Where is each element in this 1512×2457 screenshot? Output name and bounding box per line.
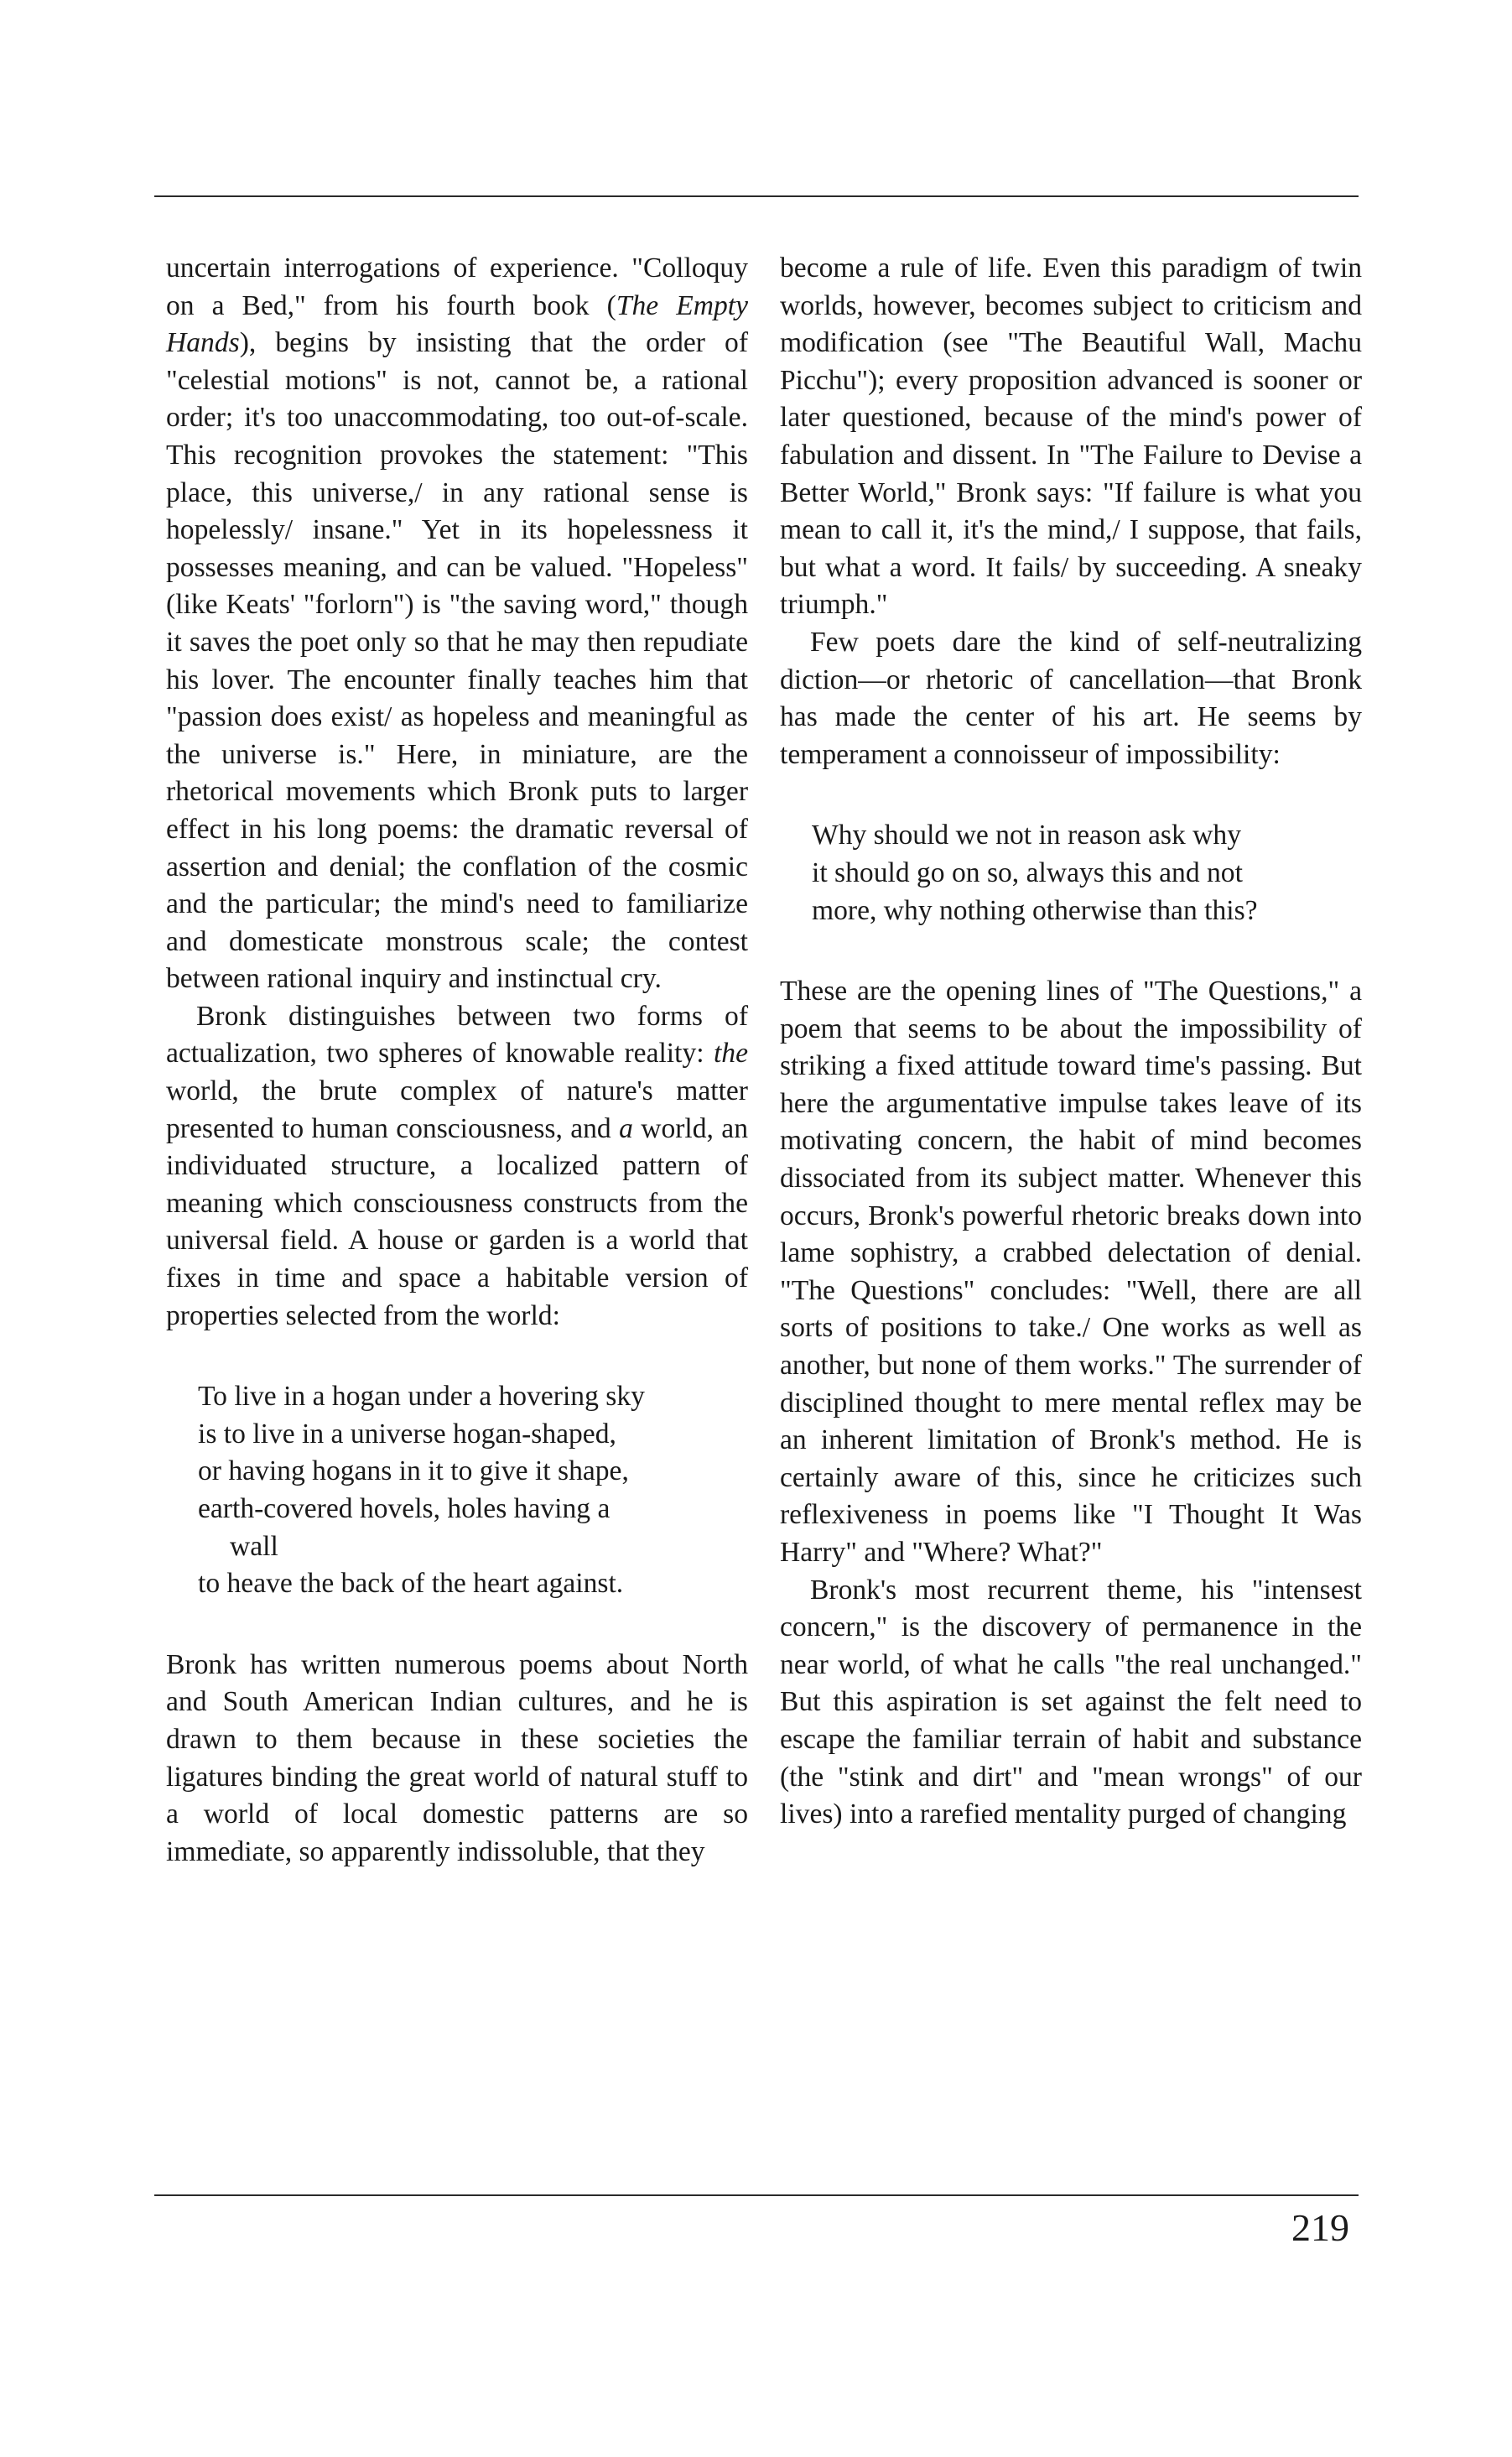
- left-paragraph-1: uncertain interrogations of experience. "Colloquy on a Bed," from his fourth book (The Empty Hands), begins by insisting that the order of "celestial motions" is not, cannot be, a rational order; it's too unaccommodating, too out-of-scale. This recognition provokes the statement: "This place, this universe,/ in any rational sense is hopelessly/ insane." Yet in its hopelessness it possesses meaning, and can be valued. "Hopeless" (like Keats' "forlorn") is "the saving word," though it saves the poet only so that he may then repudiate his lover. The encounter finally teaches him that "passion does exist/ as hopeless and meaningful as the universe is." Here, in miniature, are the rhetorical movements which Bronk puts to larger effect in his long poems: the dramatic reversal of assertion and denial; the conflation of the cosmic and the particular; the mind's need to familiarize and domesticate monstrous scale; the contest between rational inquiry and instinctual cry.: [166, 252, 749, 995]
- left-paragraph-3: Bronk has written numerous poems about North and South American Indian cultures, and he is drawn to them because in these societies the ligatures binding the great world of natural stuff to a world of local domestic patterns are so immediate, so apparently indissoluble, that they: [166, 1648, 748, 1867]
- left-paragraph-2: Bronk distinguishes between two forms of actualization, two spheres of knowable reality: the world, the brute complex of nature's matter presented to human consciousness, and a world, an individuated structure, a localized pattern of meaning which consciousness constructs from the universal field. A house or garden is a world that fixes in time and space a habitable version of properties selected from the world:: [166, 1000, 748, 1331]
- verse-line: To live in a hogan under a hovering sky: [198, 1381, 645, 1413]
- verse-line: it should go on so, always this and not: [812, 856, 1243, 888]
- book-title: The Empty Hands: [166, 289, 749, 359]
- emphasis-a: a: [619, 1112, 633, 1144]
- verse-line: wall: [230, 1530, 278, 1562]
- questions-verse-quote: [812, 817, 1362, 929]
- right-paragraph-4: Bronk's most recurrent theme, his "intensest concern," is the discovery of permanence in the near world, of what he calls "the real unchanged." But this aspiration is set against the felt need to escape the familiar terrain of habit and substance (the "stink and dirt" and "mean wrongs" of our lives) into a rarefied mentality purged of changing: [780, 1574, 1362, 1830]
- right-paragraph-2: Few poets dare the kind of self-neutralizing diction—or rhetoric of cancellation—that Bronk has made the center of his art. He seems by temperament a connoisseur of impossibility:: [780, 626, 1362, 770]
- top-rule: [154, 195, 1359, 197]
- left-column: [166, 250, 748, 1871]
- verse-line: more, why nothing otherwise than this?: [812, 894, 1258, 926]
- right-paragraph-1: become a rule of life. Even this paradigm of twin worlds, however, becomes subject to criticism and modification (see "The Beautiful Wall, Machu Picchu"); every proposition advanced is sooner or later questioned, because of the mind's power of fabulation and dissent. In "The Failure to Devise a Better World," Bronk says: "If failure is what you mean to call it, it's the mind,/ I suppose, that fails, but what a word. It fails/ by succeeding. A sneaky triumph.": [780, 252, 1362, 621]
- hogan-verse-quote: [198, 1378, 748, 1603]
- verse-line: to heave the back of the heart against.: [198, 1568, 624, 1600]
- bottom-rule: [154, 2194, 1359, 2196]
- page-number: 219: [1291, 2206, 1349, 2249]
- verse-line: earth-covered hovels, holes having a: [198, 1493, 611, 1524]
- emphasis-the: the: [713, 1038, 748, 1070]
- verse-line: Why should we not in reason ask why: [812, 820, 1241, 851]
- verse-line: or having hogans in it to give it shape,: [198, 1455, 629, 1487]
- right-column: [780, 250, 1362, 1834]
- right-paragraph-3: These are the opening lines of "The Questions," a poem that seems to be about the impossibility of striking a fixed attitude toward time's passing. But here the argumentative impulse takes leave of its motivating concern, the habit of mind becomes dissociated from its subject matter. Whenever this occurs, Bronk's powerful rhetoric breaks down into lame sophistry, a crabbed delectation of denial. "The Questions" concludes: "Well, there are all sorts of positions to take./ One works as well as another, but none of them works." The surrender of disciplined thought to mere mental reflex may be an inherent limitation of Bronk's method. He is certainly aware of this, since he criticizes such reflexiveness in poems like "I Thought It Was Harry" and "Where? What?": [780, 976, 1362, 1568]
- verse-line: is to live in a universe hogan-shaped,: [198, 1418, 616, 1450]
